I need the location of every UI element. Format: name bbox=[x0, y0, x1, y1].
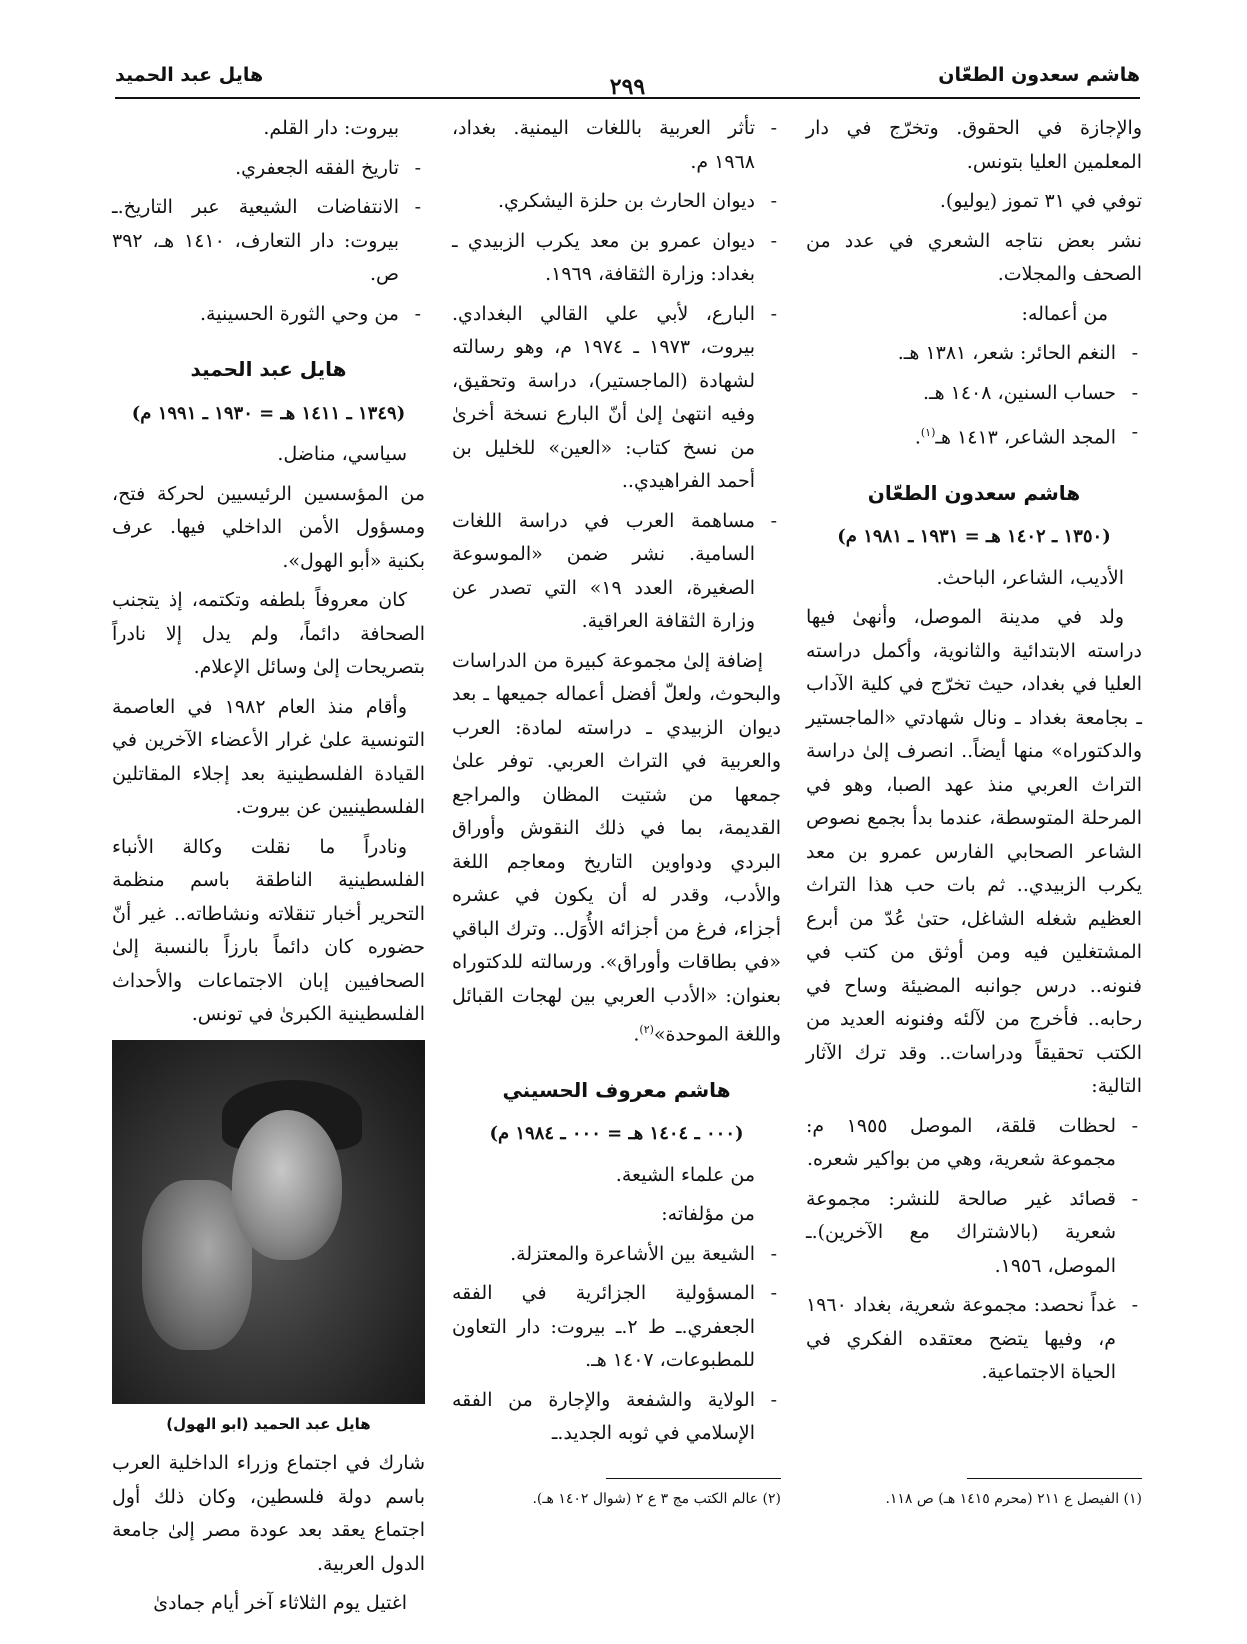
works-list bbox=[112, 152, 425, 332]
list-item: - المسؤولية الجزائرية في الفقه الجعفري.ـ ط ٢.ـ بيروت: دار التعاون للمطبوعات، ١٤٠٧ هـ. bbox=[452, 1277, 781, 1378]
photo-face-shape bbox=[232, 1110, 342, 1260]
paragraph: اغتيل يوم الثلاثاء آخر أيام جمادىٰ bbox=[153, 1592, 407, 1614]
entry-dates: (١٣٥٠ ـ ١٤٠٢ هـ = ١٩٣١ ـ ١٩٨١ م) bbox=[837, 526, 1111, 548]
paragraph: إضافة إلىٰ مجموعة كبيرة من الدراسات والبحوث، ولعلّ أفضل أعماله جميعها ـ بعد ديوان الزبيدي ـ دراسته لمادة: العرب والعربية في التراث العربي. توفر علىٰ جمعها من شتيت المظان والمراجع القديمة، بما في ذلك النقوش وأوراق البردي ودواوين التاريخ ومعاجم اللغة والأدب، وقدر له أن يكون في عشره أجزاء، فرغ من أجزائه الأُوَل.. وترك الباقي «في بطاقات وأوراق». ورسالته للدكتوراه بعنوان: «الأدب العربي بين لهجات القبائل واللغة الموحدة»$^{(٢)}$. bbox=[452, 649, 781, 1046]
paragraph: من المؤسسين الرئيسيين لحركة فتح، ومسؤول الأمن الداخلي فيها. عرف بكنية «أبو الهول». bbox=[112, 482, 425, 572]
list-item: - البارع، لأبي علي القالي البغدادي. بيروت، ١٩٧٣ ـ ١٩٧٤ م، وهو رسالته لشهادة (الماجستير)، دراسة وتحقيق، وفيه انتهىٰ إلىٰ أنّ البارع نسخة أخرىٰ من نسخ كتاب: «العين» للخليل بن أحمد الفراهيدي.. bbox=[452, 298, 781, 499]
list-item: - المجد الشاعر، ١٤١٣ هـ$^{(١)}$. bbox=[806, 416, 1142, 455]
column-left bbox=[112, 112, 425, 1627]
entry-title: هايل عبد الحميد bbox=[190, 357, 347, 381]
list-item: - الولاية والشفعة والإجارة من الفقه الإسلامي في ثوبه الجديد.ـ bbox=[452, 1384, 781, 1451]
works-list bbox=[806, 1110, 1142, 1390]
photo-caption: هايل عبد الحميد (ابو الهول) bbox=[166, 1414, 371, 1433]
footnote: (٢) عالم الكتب مج ٣ ع ٢ (شوال ١٤٠٢ هـ). bbox=[532, 1491, 781, 1507]
works-list bbox=[452, 1238, 781, 1451]
list-item: - غداً نحصد: مجموعة شعرية، بغداد ١٩٦٠ م، وفيها يتضح معتقده الفكري في الحياة الاجتماعية. bbox=[806, 1289, 1142, 1390]
footnote-rule bbox=[606, 1478, 781, 1479]
list-item: - النغم الحائر: شعر، ١٣٨١ هـ. bbox=[806, 337, 1142, 371]
running-head-left: هايل عبد الحميد bbox=[115, 64, 264, 86]
paragraph: وأقام منذ العام ١٩٨٢ في العاصمة التونسية علىٰ غرار الأعضاء الآخرين في القيادة الفلسطينية بعد إجلاء المقاتلين الفلسطينيين عن بيروت. bbox=[112, 695, 425, 818]
page-header bbox=[115, 62, 1140, 102]
entry-role: الأديب، الشاعر، الباحث. bbox=[936, 566, 1124, 589]
list-item: - قصائد غير صالحة للنشر: مجموعة شعرية (بالاشتراك مع الآخرين).ـ الموصل، ١٩٥٦. bbox=[806, 1183, 1142, 1284]
list-item: - الشيعة بين الأشاعرة والمعتزلة. bbox=[452, 1238, 781, 1272]
works-label: من أعماله: bbox=[1021, 302, 1108, 325]
list-item: - تاريخ الفقه الجعفري. bbox=[112, 152, 425, 186]
paragraph: شارك في اجتماع وزراء الداخلية العرب باسم دولة فلسطين، وكان ذلك أول اجتماع يعقد بعد عودة مصر إلىٰ جامعة الدول العربية. bbox=[112, 1452, 425, 1575]
entry-title: هاشم معروف الحسيني bbox=[502, 1077, 731, 1102]
works-list bbox=[806, 337, 1142, 455]
footnote-ref: (١) bbox=[920, 426, 936, 439]
paragraph: والإجازة في الحقوق. وتخرّج في دار المعلمين العليا بتونس. bbox=[806, 117, 1142, 173]
list-item: - تأثر العربية باللغات اليمنية. بغداد، ١٩٦٨ م. bbox=[452, 112, 781, 179]
list-item: - لحظات قلقة، الموصل ١٩٥٥ م: مجموعة شعرية، وهي من بواكير شعره. bbox=[806, 1110, 1142, 1177]
paragraph: توفي في ٣١ تموز (يوليو). bbox=[939, 190, 1142, 212]
footnote-ref: (٢) bbox=[639, 1023, 654, 1036]
entry-role: سياسي، مناضل. bbox=[277, 443, 407, 465]
entry-dates: (١٣٤٩ ـ ١٤١١ هـ = ١٩٣٠ ـ ١٩٩١ م) bbox=[131, 402, 406, 424]
list-item: - من وحي الثورة الحسينية. bbox=[112, 298, 425, 332]
entry-title: هاشم سعدون الطعّان bbox=[867, 480, 1081, 505]
entry-dates: (٠٠٠ ـ ١٤٠٤ هـ = ٠٠٠ ـ ١٩٨٤ م) bbox=[489, 1123, 744, 1145]
column-middle bbox=[452, 112, 781, 1457]
works-list bbox=[452, 112, 781, 639]
column-right bbox=[806, 112, 1142, 1396]
portrait-photo bbox=[112, 1040, 425, 1404]
list-item: - ديوان الحارث بن حلزة اليشكري. bbox=[452, 185, 781, 219]
paragraph: ولد في مدينة الموصل، وأنهىٰ فيها دراسته الابتدائية والثانوية، وأكمل دراسته العليا في بغداد، حيث تخرّج في كلية الآداب ـ بجامعة بغداد ـ ونال شهادتي «الماجستير والدكتوراه» منها أيضاً.. انصرف إلىٰ دراسة التراث العربي منذ عهد الصبا، وهو في المرحلة المتوسطة، عندما بدأ بجمع نصوص الشاعر الصحابي الفارس عمرو بن معد يكرب الزبيدي.. ثم بات حب هذا التراث العظيم شغله الشاغل، حتىٰ عُدّ من أبرع المشتغلين فيه ومن أوثق من كتب في فنونه.. درس جوانبه المضيئة وساح في رحابه.. فأخرج من لآلئه وفنونه العديد من الكتب تحقيقاً ودراسات.. وقد ترك الآثار التالية: bbox=[806, 606, 1142, 1098]
works-label: من مؤلفاته: bbox=[661, 1203, 755, 1226]
list-item: - ديوان عمرو بن معد يكرب الزبيدي ـ بغداد: وزارة الثقافة، ١٩٦٩. bbox=[452, 225, 781, 292]
paragraph: بيروت: دار القلم. bbox=[263, 117, 399, 139]
page-number: ٢٩٩ bbox=[609, 74, 646, 100]
paragraph: نشر بعض نتاجه الشعري في عدد من الصحف والمجلات. bbox=[806, 229, 1142, 285]
footnote: (١) الفيصل ع ٢١١ (محرم ١٤١٥ هـ) ص ١١٨. bbox=[885, 1491, 1142, 1507]
paragraph: ونادراً ما نقلت وكالة الأنباء الفلسطينية الناطقة باسم منظمة التحرير أخبار تنقلاته ونشاطاته.. غير أنّ حضوره كان دائماً بارزاً بالنسبة إلىٰ الصحافيين إبان الاجتماعات والأحداث الفلسطينية الكبرىٰ في تونس. bbox=[112, 835, 425, 1025]
list-item: - مساهمة العرب في دراسة اللغات السامية. نشر ضمن «الموسوعة الصغيرة، العدد ١٩» التي تصدر عن وزارة الثقافة العراقية. bbox=[452, 505, 781, 639]
paragraph: كان معروفاً بلطفه وتكتمه، إذ يتجنب الصحافة دائماً، ولم يدل إلا نادراً بتصريحات إلىٰ وسائل الإعلام. bbox=[112, 589, 425, 678]
list-item: - الانتفاضات الشيعية عبر التاريخ.ـ بيروت: دار التعارف، ١٤١٠ هـ، ٣٩٢ ص. bbox=[112, 191, 425, 292]
footnote-rule bbox=[967, 1478, 1142, 1479]
header-rule bbox=[115, 97, 1140, 99]
running-head-right: هاشم سعدون الطعّان bbox=[938, 64, 1140, 86]
entry-role: من علماء الشيعة. bbox=[615, 1163, 755, 1186]
list-item: - حساب السنين، ١٤٠٨ هـ. bbox=[806, 377, 1142, 411]
